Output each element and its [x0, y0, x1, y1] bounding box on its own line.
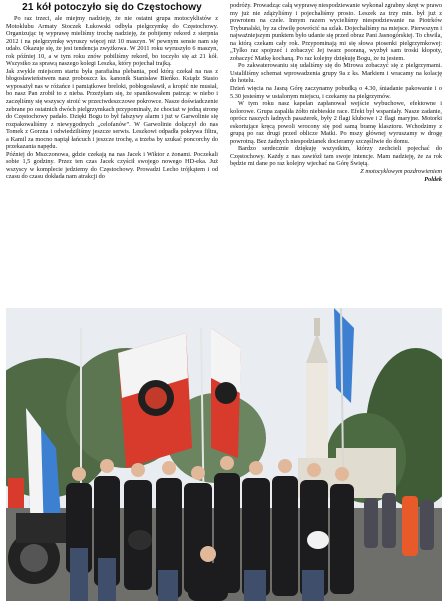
article-title: 21 kół potoczyło się do Częstochowy	[22, 2, 202, 13]
group-photo-icon	[6, 308, 442, 601]
paragraph: Jak zwykle miejscem startu była parafialna plebania, pod którą czekał na nas z błogosławieństwem nasz proboszcz ks. kanonik Stanisław Bieńko. Ksiądz Stasio wyposażył nas w różańce i pamiątkowe breloki, pobłogosławił, a kropić nie musiał, bo nasz Pan zrobił to z nieba. Przeżyłam się, że spanikowałem patrząc w niebo i zaczęliśmy się wszyscy stroić w przeciwdeszczowe pokrowce. Nasze doświadczenie zebrane po ostatnich dwóch pielgrzymkach przypominały, że chociaż w jedną stronę do Częstochowy padało. Dzięki Bogu to był fałszywy alarm i już w Garwolinie się rozpakowaliśmy z niewygodnych „celofanów”. W Garwolinie dołączył do nas Tomek z Gorzna i odwiedziliśmy jeszcze serwis. Leszkowi odpadła pokrywa filtra, a Kamil za mocno napiął łańcuch i jeszcze trochę, a trzeba by szukać poncorchy do przekazania napędu.	[6, 67, 218, 151]
signature: Z motocyklowym pozdrowieniem	[360, 168, 442, 176]
article-left-column	[6, 15, 218, 181]
paragraph: Po raz trzeci, ale miejmy nadzieję, że nie ostatni grupa motocyklistów z Motoklubu Armaty Stoczek Łukowski odbyła pielgrzymkę do Częstochowy. Organizując tę wyprawę mieliśmy trochę nadzieję, że pobijemy rekord z sierpnia 2012 i na pielgrzymkę wyruszy więcej niż 10 maszyn. W pewnym sensie nam się udało. Okazuje się, że jest tendencja zwyżkowa. W 2011 roku wyruszyło 6 maszyn, rok później 10, a w tym roku znów pobiliśmy rekord, bo toczyło się aż 21 kół. Wszystko za sprawą naszego kolegi Leszka, który pojechał trajką.	[6, 15, 218, 68]
paragraph: podróży. Prowadząc całą wyprawę niespodziewanie wykonał zgrabny skręt w prawo my już nie zdążyliśmy i pojechaliśmy prosto. Leszek za trzy min. był już z powrotem na czele. Innym razem wycieliśmy niespodziewanie na Piotrków Trybunalski, by za chwilę powrócić na szlak. Dojechaliśmy na miejsce. Pierwszym i najważniejszym punktem było udanie się przed obraz Pani Jasnogórskiej. To chwila, na którą czekam cały rok. Przypominają mi się słowa piosenki pielgrzymkowej: „Tylko raz spojrzeć i zobaczyć Jej twarz pooraną, wyzbył sam troski kłopoty, zobaczyć Matkę kochaną. Po raz kolejny dziękuję Bogu, że tu jestem.	[230, 2, 442, 62]
group-photo	[6, 308, 442, 601]
article-right-column	[230, 2, 442, 183]
paragraph: Po zakwaterowaniu się udaliśmy się do Mirowa zobaczyć się z pielgrzymami. Ustaliliśmy schemat wprowadzenia grupy 9a z ks. Markiem i wracamy na kolację do hotelu.	[230, 62, 442, 85]
author: Poldek	[424, 175, 442, 183]
paragraph: Dzień więcia na Jasną Górę zaczynamy pobudką o 4.30, śniadanie pakowanie i o 5.30 jesteśmy w ustalonym miejscu, i czekamy na pielgrzymów.	[230, 85, 442, 100]
paragraph: Później do Mszczonowa, gdzie czekają na nas Jacek i Wiktor z żonami. Poczekali sobie 1,5 godziny. Przez ten czas Jacek czyścił swojego nowego HD-eka. Już wszyscy w komplecie jedziemy do Częstochowy. Prowadzi Lecho trójkątem i od czasu do czasu dokłada nam atrakcji do	[6, 150, 218, 181]
paragraph: Bardzo serdecznie dziękuję wszystkim, którzy zechcieli pojechać do Częstochowy. Każdy z nas zawiózł tam swoje intencje. Mam nadzieję, że za rok będzie mi dane po raz kolejny wjechać na Górę Świętą.	[230, 145, 442, 168]
paragraph: W tym roku nasz kapelan zapłanował wejście wybuchowe, efektowne i kolorowe. Grupa zapaliła żółto niebieskie race. Efekt był wspaniały. Nasze zadanie, oprócz naszych ładnych pasażerek, były 2 flagi klubowe i 2 flagi maryjne. Motorki eskortujące kręcą powoli wrocony się pod samą bramę klasztoru. Wchodzimy z grupą po raz drugi przed oblicze Matki. Po mszy głównej wyruszamy w drogę powrotną. Bez żadnych niespodzianek docieramy szczęśliwie do domu.	[230, 100, 442, 145]
